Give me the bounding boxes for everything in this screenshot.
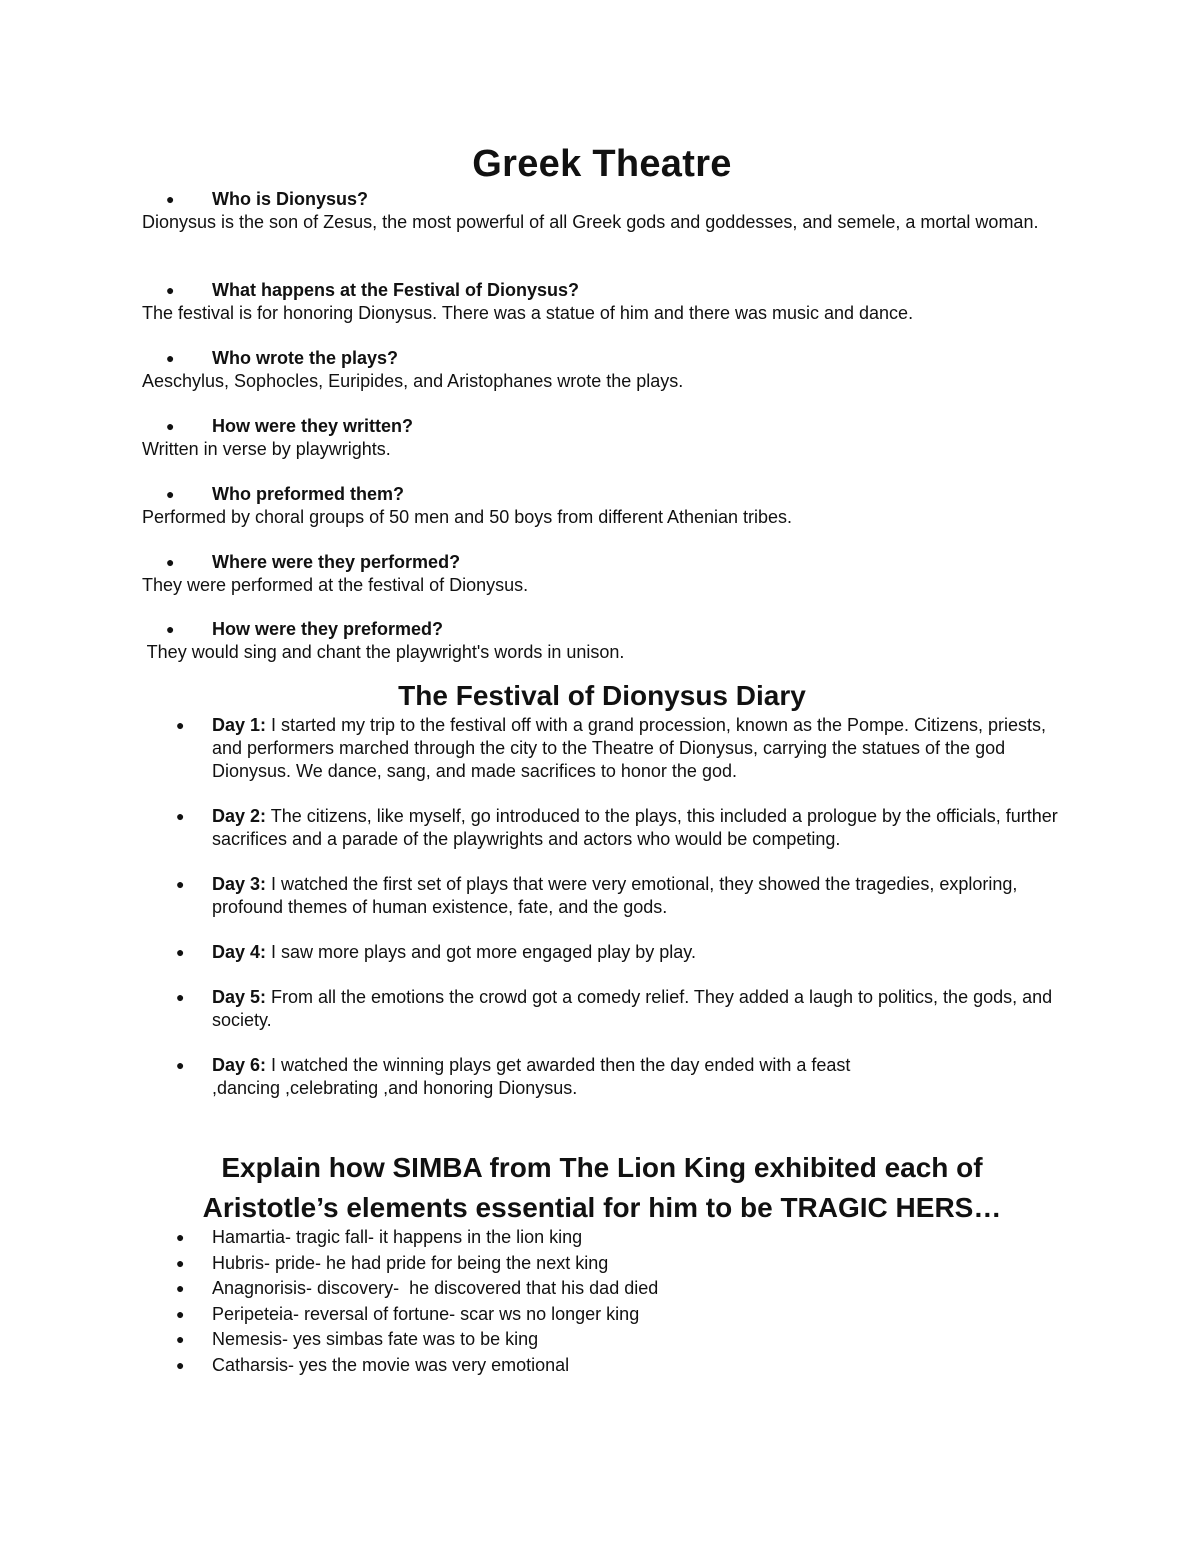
- bullet-icon: ●: [176, 1305, 185, 1322]
- bullet-icon: ●: [166, 554, 175, 570]
- element-item: ● Nemesis- yes simbas fate was to be king: [142, 1327, 1062, 1353]
- element-item: ● Hamartia- tragic fall- it happens in the lion king: [142, 1225, 1062, 1251]
- bullet-icon: ●: [176, 1280, 185, 1297]
- question: ● Who is Dionysus?: [166, 189, 369, 209]
- diary-day: ● Day 1: I started my trip to the festival off with a grand procession, known as the Pompe. Citizens, priests, and performers marched through the city to the Theatre of Dionysus, carrying the statues of the god Dionysus. We dance, sang, and made sacrifices to honor the god.: [176, 715, 1047, 781]
- answer: Dionysus is the son of Zesus, the most powerful of all Greek gods and goddesses, and semele, a mortal woman.: [142, 212, 1039, 232]
- qa-item: [142, 551, 1062, 597]
- page-title: Greek Theatre: [472, 143, 732, 185]
- explain-heading-line-1: Explain how SIMBA from The Lion King exhibited each of: [221, 1152, 983, 1183]
- diary-day: ● Day 3: I watched the first set of plays that were very emotional, they showed the tragedies, exploring, profound themes of human existence, fate, and the gods.: [176, 874, 1018, 917]
- bullet-icon: ●: [176, 989, 185, 1005]
- qa-item: [142, 347, 1062, 393]
- question: ● How were they preformed?: [166, 619, 444, 639]
- answer: The festival is for honoring Dionysus. There was a statue of him and there was music and dance.: [142, 303, 914, 323]
- question: ● What happens at the Festival of Dionysus?: [166, 280, 580, 300]
- question: ● Who preformed them?: [166, 484, 404, 504]
- element-item: ● Peripeteia- reversal of fortune- scar ws no longer king: [142, 1302, 1062, 1328]
- answer: They would sing and chant the playwright's words in unison.: [142, 642, 625, 662]
- bullet-icon: ●: [176, 1057, 185, 1073]
- qa-item: [142, 188, 1062, 234]
- document-content: [142, 140, 1062, 1379]
- element-item: ● Anagnorisis- discovery- he discovered that his dad died: [142, 1276, 1062, 1302]
- question: ● How were they written?: [166, 416, 414, 436]
- bullet-icon: ●: [166, 350, 175, 366]
- bullet-icon: ●: [166, 418, 175, 434]
- answer: Performed by choral groups of 50 men and 50 boys from different Athenian tribes.: [142, 507, 793, 527]
- qa-section: [142, 188, 1062, 664]
- bullet-icon: ●: [166, 486, 175, 502]
- bullet-icon: ●: [176, 1331, 185, 1348]
- bullet-icon: ●: [166, 282, 175, 298]
- bullet-icon: ●: [176, 717, 185, 733]
- bullet-icon: ●: [176, 876, 185, 892]
- answer: Written in verse by playwrights.: [142, 439, 391, 459]
- explain-heading-line-2: Aristotle’s elements essential for him to be TRAGIC HERS…: [202, 1192, 1002, 1223]
- bullet-icon: ●: [176, 1356, 185, 1373]
- qa-item: [142, 415, 1062, 461]
- diary-day: ● Day 4: I saw more plays and got more engaged play by play.: [176, 942, 696, 962]
- diary-heading: The Festival of Dionysus Diary: [398, 680, 806, 711]
- qa-item: [142, 483, 1062, 529]
- diary-list: [142, 714, 1062, 1100]
- bullet-icon: ●: [176, 1254, 185, 1271]
- element-item: ● Hubris- pride- he had pride for being the next king: [142, 1251, 1062, 1277]
- bullet-icon: ●: [176, 944, 185, 960]
- bullet-icon: ●: [176, 1229, 185, 1245]
- bullet-icon: ●: [166, 191, 175, 207]
- bullet-icon: ●: [176, 808, 185, 824]
- qa-item: [142, 618, 1062, 664]
- bullet-icon: ●: [166, 621, 175, 637]
- question: ● Who wrote the plays?: [166, 348, 399, 368]
- explain-heading: [142, 1148, 1062, 1228]
- diary-day: ● Day 6: I watched the winning plays get awarded then the day ended with a feast ,dancing ,celebrating ,and honoring Dionysus.: [176, 1055, 851, 1098]
- answer: They were performed at the festival of Dionysus.: [142, 575, 529, 595]
- elements-list: [142, 1225, 1062, 1379]
- question: ● Where were they performed?: [166, 552, 461, 572]
- diary-day: ● Day 5: From all the emotions the crowd got a comedy relief. They added a laugh to politics, the gods, and society.: [176, 987, 1053, 1030]
- diary-day: ● Day 2: The citizens, like myself, go introduced to the plays, this included a prologue by the officials, further sacrifices and a parade of the playwrights and actors who would be competing.: [176, 806, 1058, 849]
- qa-item: [142, 279, 1062, 325]
- answer: Aeschylus, Sophocles, Euripides, and Aristophanes wrote the plays.: [142, 371, 684, 391]
- element-item: ● Catharsis- yes the movie was very emotional: [142, 1353, 1062, 1379]
